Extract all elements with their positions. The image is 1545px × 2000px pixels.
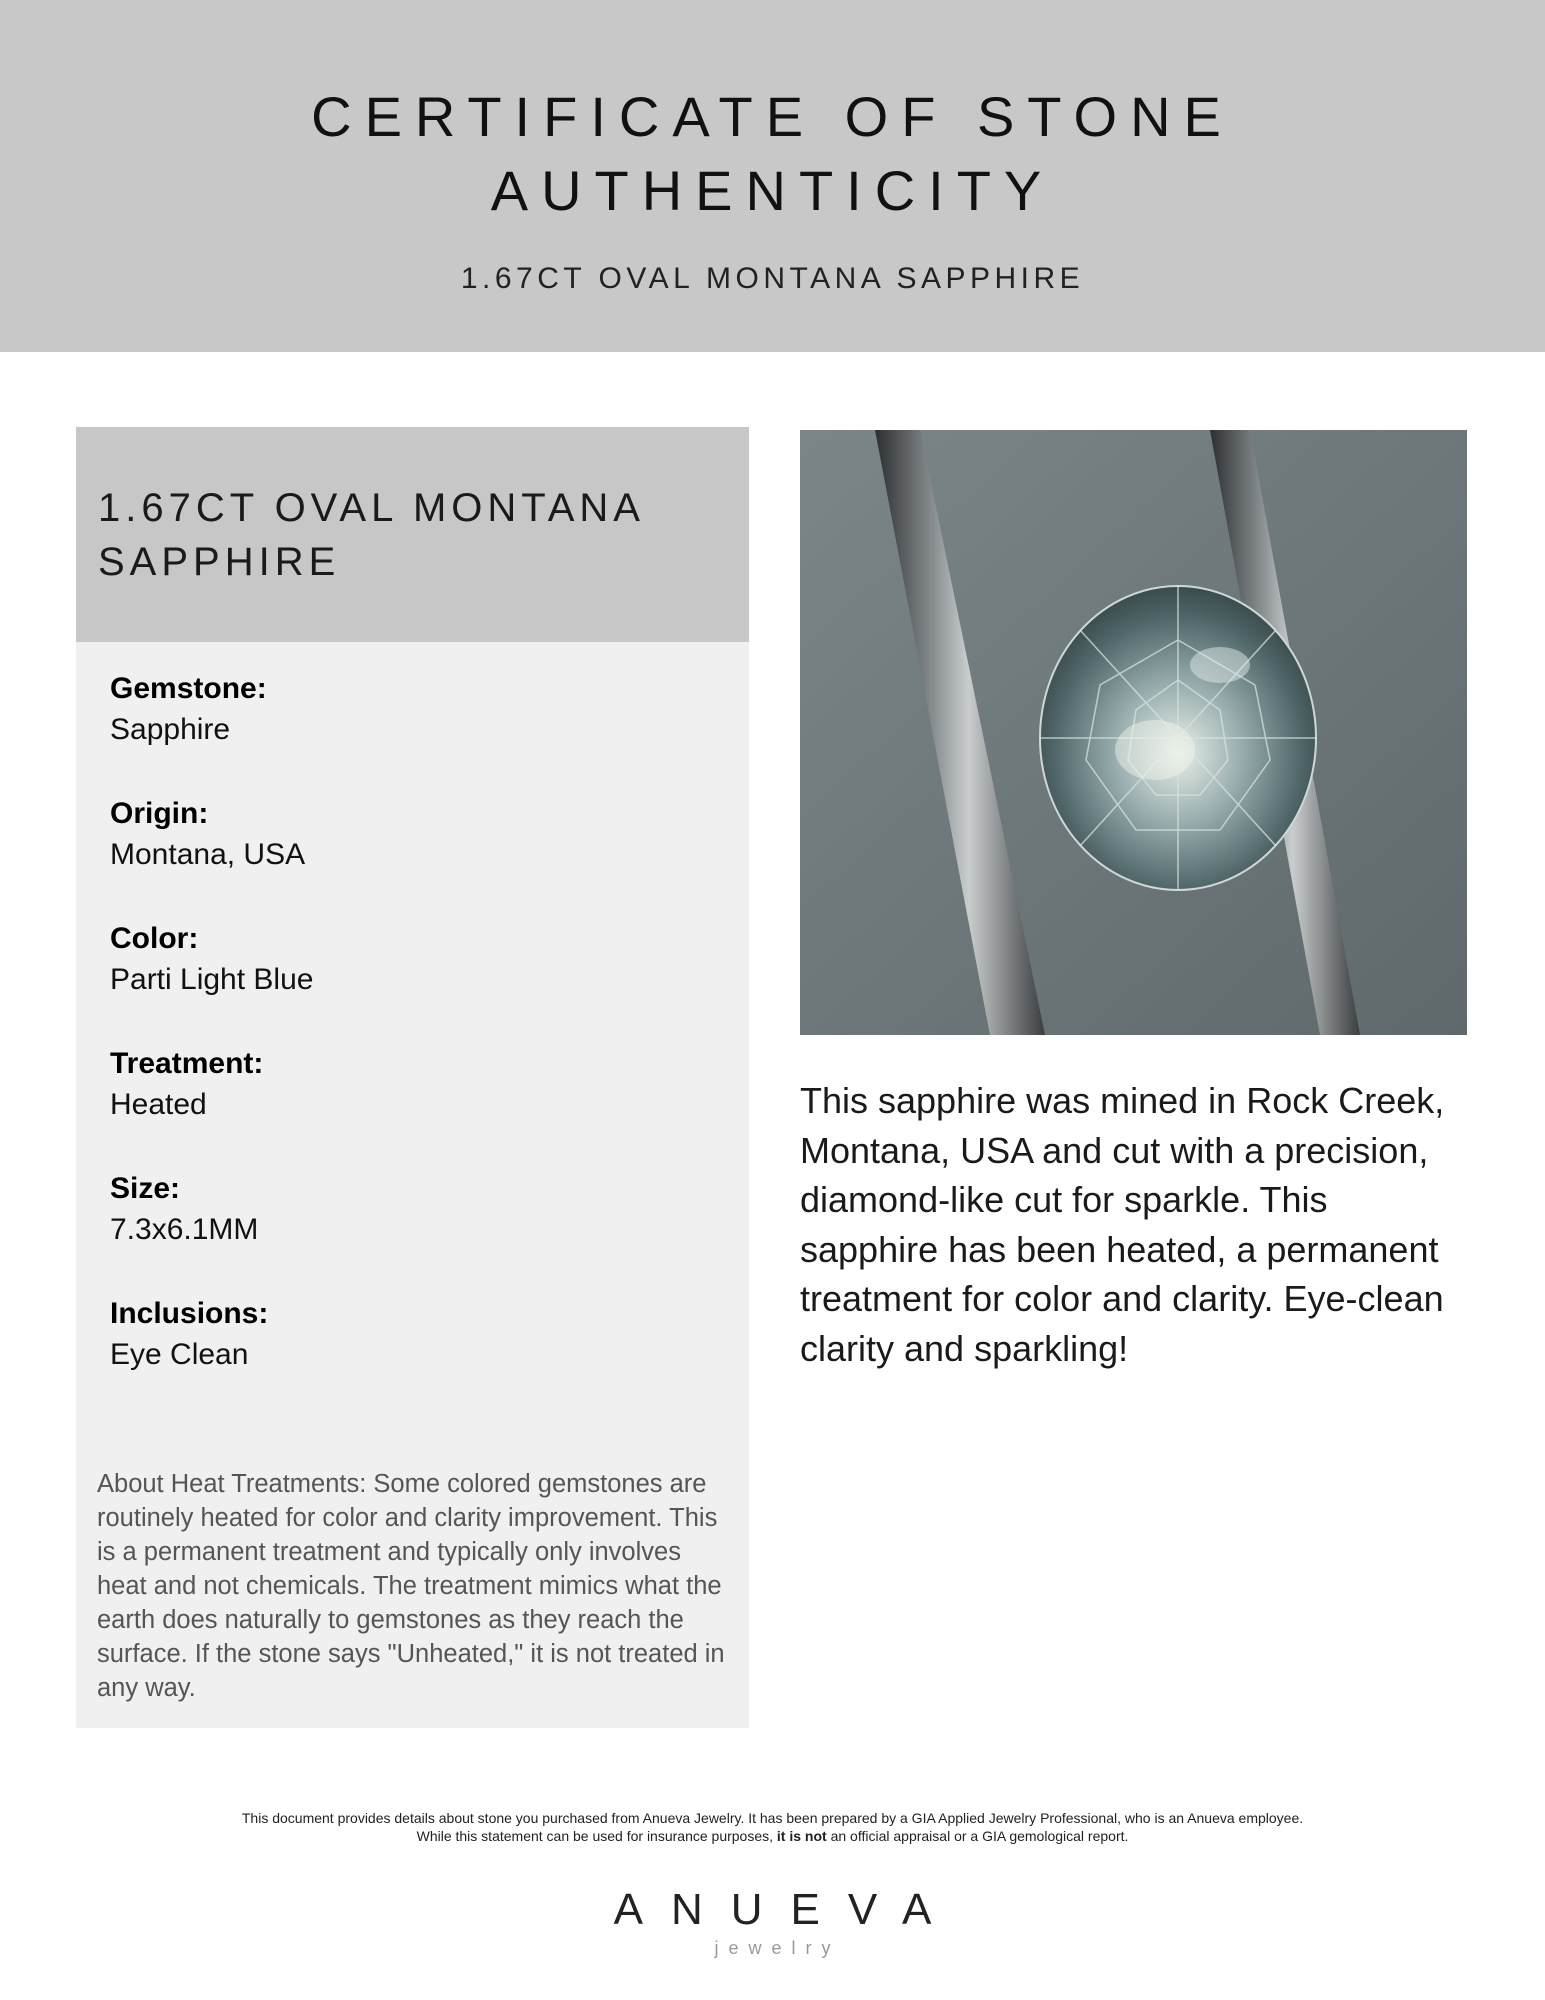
anueva-logo: ANUEVA: [613, 1885, 960, 1934]
spec-label: Origin:: [110, 797, 209, 830]
spec-gemstone: [110, 669, 730, 794]
footer-line2-bold: it is not: [776, 1828, 827, 1844]
stone-name-line1: 1.67CT OVAL MONTANA: [98, 486, 645, 530]
spec-label: Treatment:: [110, 1047, 264, 1080]
footer-line1: This document provides details about stone you purchased from Anueva Jewelry. It has been prepared by a GIA Applied Jewelry Professional, who is an Anueva employee.: [241, 1810, 1304, 1826]
stone-details-panel: [76, 427, 749, 1728]
spec-treatment: [110, 1044, 730, 1169]
spec-origin: [110, 794, 730, 919]
spec-label: Color:: [110, 922, 199, 955]
sapphire-photo: [800, 430, 1467, 1035]
header-band: [0, 0, 1545, 352]
spec-value: Heated: [110, 1088, 207, 1121]
spec-size: [110, 1169, 730, 1294]
footer-line2-end: an official appraisal or a GIA gemological report.: [830, 1828, 1129, 1844]
spec-list: [110, 669, 730, 1419]
document-title: [0, 80, 1545, 228]
document-title-line2: AUTHENTICITY: [490, 159, 1055, 222]
spec-inclusions: [110, 1294, 730, 1419]
anueva-logo-subtext: jewelry: [714, 1938, 841, 1958]
spec-color: [110, 919, 730, 1044]
document-title-line1: CERTIFICATE OF STONE: [311, 85, 1234, 148]
spec-label: Inclusions:: [110, 1297, 269, 1330]
stone-name: [98, 481, 738, 589]
spec-value: Montana, USA: [110, 838, 306, 871]
stone-name-band: [76, 427, 749, 642]
spec-label: Gemstone:: [110, 672, 267, 705]
spec-value: 7.3x6.1MM: [110, 1213, 259, 1246]
stone-description: This sapphire was mined in Rock Creek, Montana, USA and cut with a precision, diamond-like cut for sparkle. This sapphire has been heated, a permanent treatment for color and clarity. Eye-clean clarity and sparkling!: [800, 1080, 1445, 1369]
heat-treatment-note: About Heat Treatments: Some colored gemstones are routinely heated for color and clarity improvement. This is a permanent treatment and typically only involves heat and not chemicals. The treatment mimics what the earth does naturally to gemstones as they reach the surface. If the stone says "Unheated," it is not treated in any way.: [97, 1470, 725, 1702]
spec-label: Size:: [110, 1172, 181, 1205]
spec-value: Eye Clean: [110, 1338, 249, 1371]
footer-line2: [0, 1827, 1545, 1845]
spec-value: Sapphire: [110, 713, 231, 746]
sapphire-photo-art: [800, 430, 1467, 1035]
document-subtitle: 1.67CT OVAL MONTANA SAPPHIRE: [460, 262, 1085, 295]
footer-line2-start: While this statement can be used for insurance purposes,: [416, 1828, 774, 1844]
spec-value: Parti Light Blue: [110, 963, 314, 996]
stone-name-line2: SAPPHIRE: [98, 540, 341, 584]
footer-disclaimer: [0, 1809, 1545, 1845]
